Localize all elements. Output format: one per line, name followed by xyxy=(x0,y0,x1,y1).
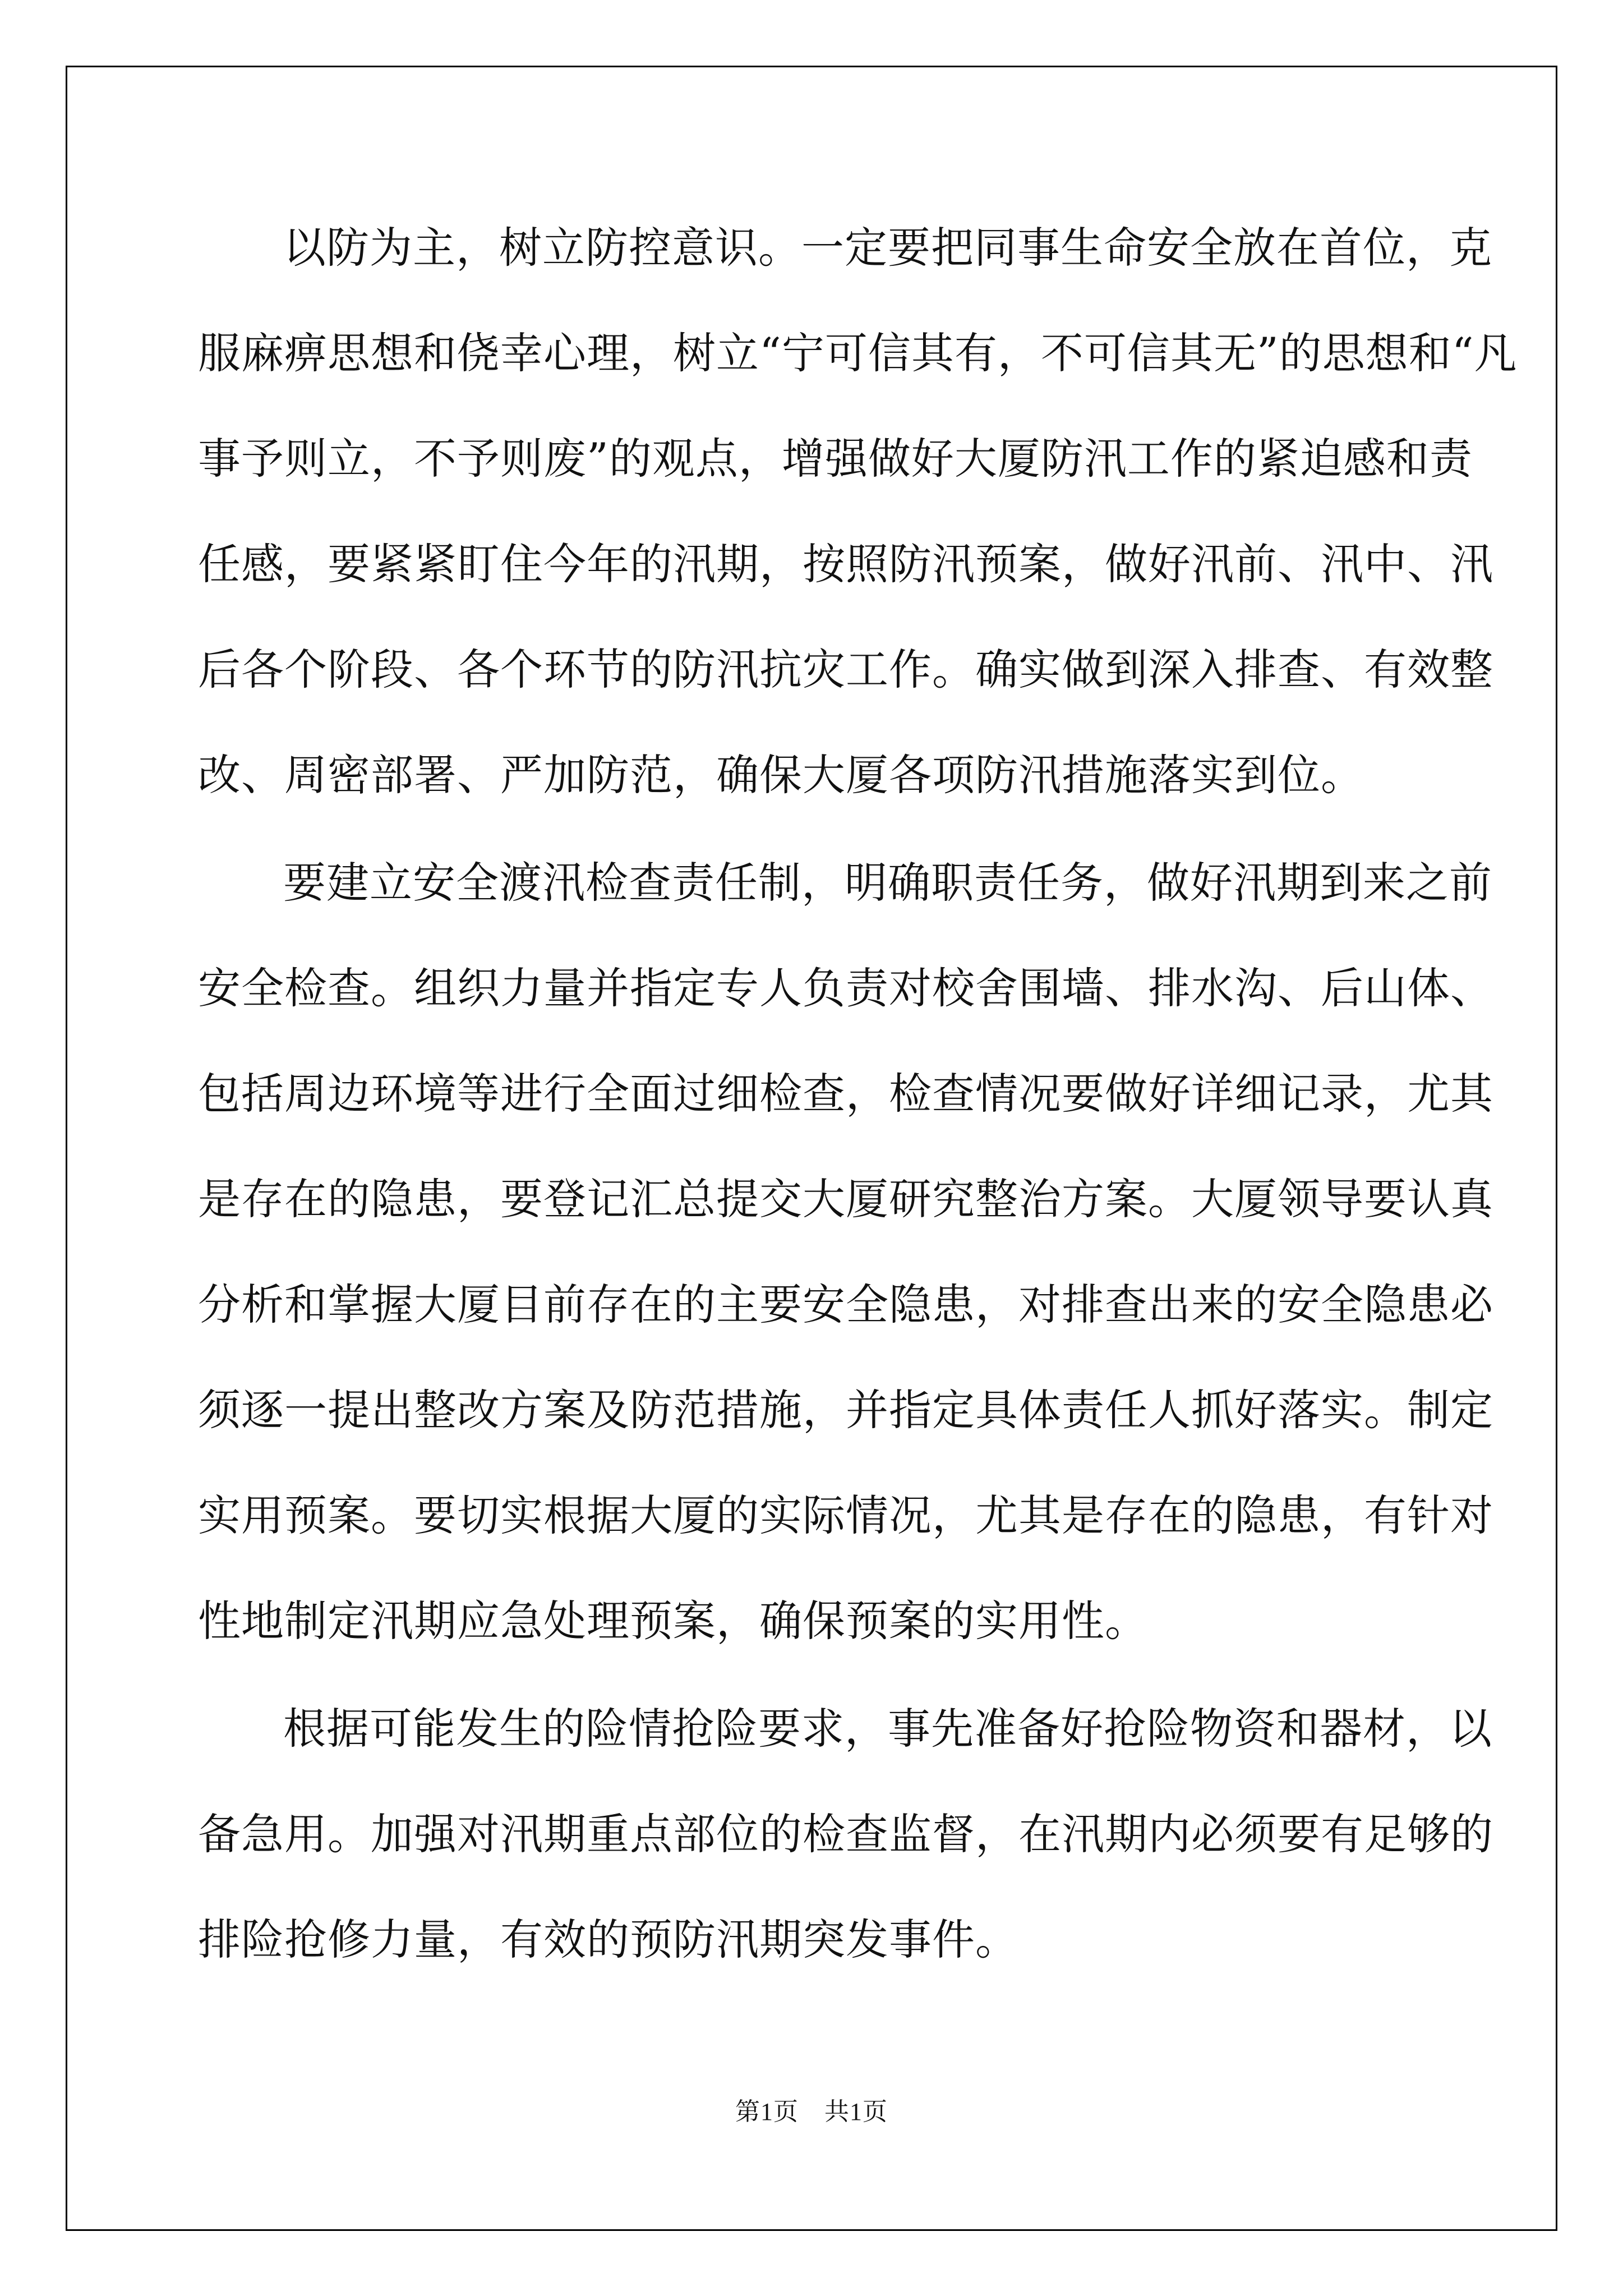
text-line: 要建立安全渡汛检查责任制，明确职责任务，做好汛期到来之前 xyxy=(283,858,1492,908)
text-line: 安全检查。组织力量并指定专人负责对校舍围墙、排水沟、后山体、 xyxy=(198,963,1493,1013)
text-line: 改、周密部署、严加防范，确保大厦各项防汛措施落实到位。 xyxy=(198,750,1364,800)
text-line: 任感，要紧紧盯住今年的汛期，按照防汛预案，做好汛前、汛中、汛 xyxy=(198,539,1493,589)
text-line: 根据可能发生的险情抢险要求，事先准备好抢险物资和器材，以 xyxy=(283,1704,1492,1754)
text-line: 事予则立，不予则废”的观点，增强做好大厦防汛工作的紧迫感和责 xyxy=(198,434,1473,484)
page-total: 共1页 xyxy=(824,2098,888,2125)
text-line: 是存在的隐患，要登记汇总提交大厦研究整治方案。大厦领导要认真 xyxy=(198,1174,1493,1224)
document-body xyxy=(198,195,1518,1993)
paragraph-1 xyxy=(198,195,1518,828)
paragraph-2 xyxy=(198,830,1493,1674)
text-line: 排险抢修力量，有效的预防汛期突发事件。 xyxy=(198,1915,1018,1964)
paragraph-3 xyxy=(198,1676,1493,1993)
text-line: 后各个阶段、各个环节的防汛抗灾工作。确实做到深入排查、有效整 xyxy=(198,645,1493,694)
text-line: 实用预案。要切实根据大厦的实际情况，尤其是存在的隐患，有针对 xyxy=(198,1490,1493,1540)
text-line: 以防为主，树立防控意识。一定要把同事生命安全放在首位，克 xyxy=(283,223,1492,273)
text-line: 服麻痹思想和侥幸心理，树立“宁可信其有，不可信其无”的思想和“凡 xyxy=(198,328,1518,378)
text-line: 分析和掌握大厦目前存在的主要安全隐患，对排查出来的安全隐患必 xyxy=(198,1280,1493,1329)
text-line: 性地制定汛期应急处理预案，确保预案的实用性。 xyxy=(198,1596,1148,1646)
text-line: 备急用。加强对汛期重点部位的检查监督，在汛期内必须要有足够的 xyxy=(198,1809,1493,1859)
text-line: 包括周边环境等进行全面过细检查，检查情况要做好详细记录，尤其 xyxy=(198,1069,1493,1119)
page-number: 第1页 xyxy=(735,2098,799,2125)
page-footer xyxy=(0,2091,1623,2127)
text-line: 须逐一提出整改方案及防范措施，并指定具体责任人抓好落实。制定 xyxy=(198,1385,1493,1435)
